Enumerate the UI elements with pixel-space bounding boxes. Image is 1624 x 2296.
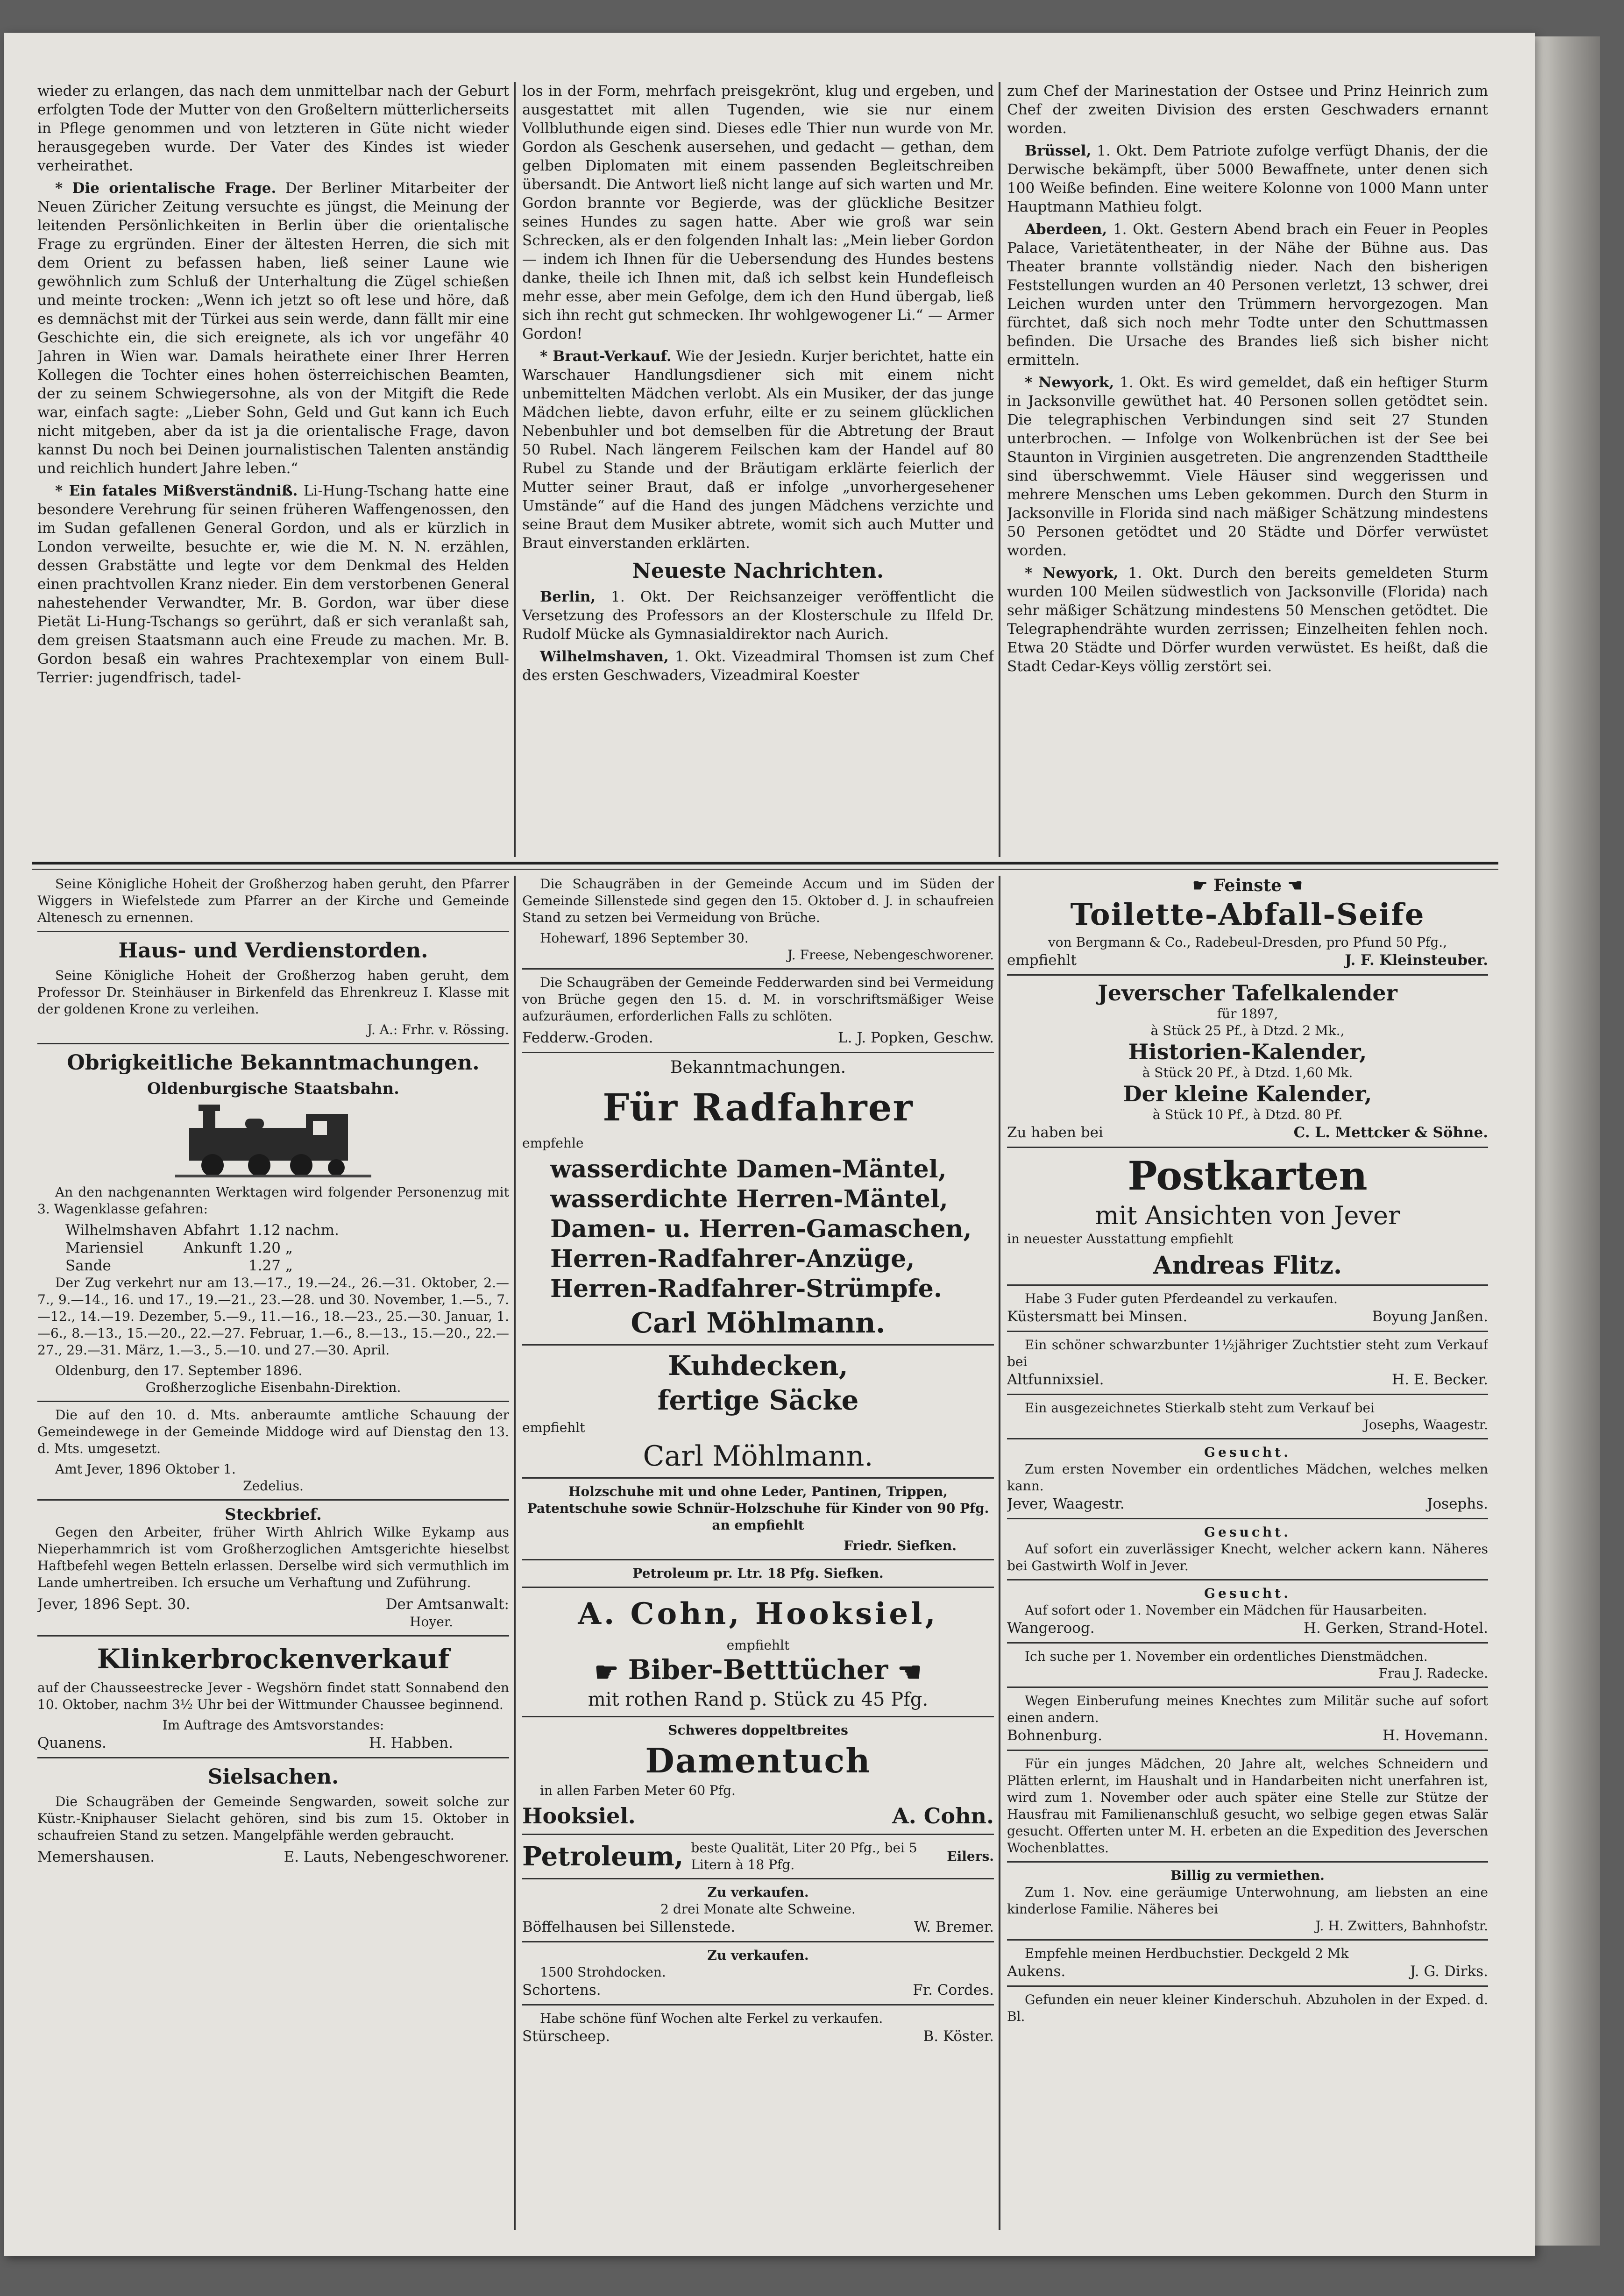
divider [1007,1438,1488,1439]
notice-footer [37,1848,509,1866]
top-column-2 [522,82,994,857]
ad-footer [522,1803,994,1829]
ad-historien-title: Historien-Kalender, [1128,1039,1367,1064]
ad-footer [1007,1619,1488,1637]
ad-item: fertige Säcke [657,1384,859,1416]
rail-place: Oldenburg, den 17. September 1896. [55,1363,303,1378]
news-wilhelmshaven [522,647,994,685]
article-lead: * Die orientalische Frage. [55,180,277,197]
news-lead: Berlin, [540,588,596,605]
notice-signature: Zedelius. [243,1478,304,1494]
rail-dates: Der Zug verkehrt nur am 13.—17., 19.—24., 26.—31. Oktober, 2.—7., 9.—14., 16. und 17., 19.—21., 23.—28. und 30. November, 1.—5., 7.—12., 14.—19. Dezember, 5.—9., 11.—16., 18.—23., 25.—30. Januar, 1.—6., 8.—13., 15.—20., 22.—27. Februar, 1.—6., 8.—13., 15.—20., 22.—27., 29.—31. März, 1.—3., 5.—10. und 27.—30. April. [37,1275,509,1358]
heading-orden: Haus- und Verdienstorden. [118,939,428,963]
ad-signature: Josephs. [1427,1495,1488,1512]
article-continuation: los in der Form, mehrfach preisgekrönt, klug und ergeben, und ausgestattet mit allen Tugenden, wie sie nur einem Vollbluthunde eigen sind. Dieses edle Thier nun wurde von Mr. Gordon als Geschenk ausersehen, und gedacht — gethan, dem gelben Diplomaten mit einem passenden Begleitschreiben übersandt. Die Antwort ließ nicht lange auf sich warten und Mr. Gordon brannte vor Begierde, was der glückliche Besitzer seines Hundes zu sagen hatte. Aber wie groß war sein Schrecken, als er den folgenden Inhalt las: „Mein lieber Gordon — indem ich Ihnen für die Uebersendung des Hundes bestens danke, theile ich Ihnen mit, daß ich selbst kein Hundefleisch mehr esse, aber mein Gefolge, dem ich den Hund übergab, ließ sich ihn recht gut schmecken. Ihr wohlgewogener Li.“ — Armer Gordon! [522,83,994,342]
notice-place: Quanens. [37,1735,106,1751]
ad-footer [522,1981,994,1999]
ad-heading: Billig zu vermiethen. [1170,1868,1325,1883]
news-aberdeen [1007,220,1488,369]
article-missverstaendniss [37,482,509,687]
divider [522,1559,994,1560]
ad-intro: empfehle [522,1135,584,1151]
ad-text: 2 drei Monate alte Schweine. [660,1901,856,1917]
ad-place: Hooksiel. [522,1803,636,1828]
ad-heading: Gesucht. [1204,1445,1291,1460]
ad-place: Bohnenburg. [1007,1727,1103,1744]
ad-postkarten-sub: mit Ansichten von Jever [1095,1201,1400,1230]
ad-text: Zum 1. Nov. eine geräumige Unterwohnung, am liebsten an eine kinderlose Familie. Näheres bei [1007,1885,1488,1917]
bottom-column-1 [37,876,509,2249]
news-lead: Wilhelmshaven, [540,648,669,665]
ad-signature: W. Bremer. [914,1919,994,1935]
news-lead: Aberdeen, [1025,221,1107,238]
heading-sielsachen: Sielsachen. [207,1765,339,1789]
ad-tafelkalender-title: Jeverscher Tafelkalender [1098,980,1397,1006]
ad-text: 1500 Strohdocken. [540,1964,666,1980]
ad-place: Aukens. [1007,1963,1066,1980]
ad-item: Kuhdecken, [668,1350,848,1382]
ad-place: Altfunnixsiel. [1007,1371,1104,1388]
ad-signature: H. E. Becker. [1392,1371,1488,1388]
ad-signature: J. F. Kleinsteuber. [1345,952,1488,969]
ad-item: wasserdichte Damen-Mäntel, [550,1155,947,1183]
ad-text: Auf sofort ein zuverlässiger Knecht, welcher ackern kann. Näheres bei Gastwirth Wolf in Jever. [1007,1541,1488,1573]
article-orientalische-frage [37,179,509,478]
time: 1.12 nachm. [248,1222,339,1239]
news-text: 1. Okt. Durch den bereits gemeldeten Sturm wurden 100 Meilen südwestlich von Jacksonville (Florida) nach sehr mäßiger Schätzung mindestens 50 Menschen getödtet. Die Telegraphendrähte wurden zerrissen; Einzelheiten fehlen noch. Etwa 20 Städte und Dörfer wurden verwüstet. Es heißt, daß die Stadt Cedar-Keys völlig zerstört sei. [1007,565,1488,675]
article-lead: * Ein fatales Mißverständniß. [55,482,298,499]
divider [522,2004,994,2005]
news-lead: Brüssel, [1025,142,1092,159]
divider [37,1401,509,1402]
ad-signature: H. Hovemann. [1383,1727,1488,1744]
divider [1007,1284,1488,1286]
pointing-hand-right-icon: ☛ [1192,876,1208,895]
locomotive-icon [175,1100,371,1179]
divider [522,968,994,970]
ad-text: beste Qualität, Liter 20 Pfg., bei 5 Litern à 18 Pfg. [691,1840,917,1872]
ad-footer [1007,1307,1488,1326]
ad-text: Zum ersten November ein ordentliches Mädchen, welches melken kann. [1007,1461,1488,1494]
ad-footer [1007,1370,1488,1389]
ad-text: Ein schöner schwarzbunter 1½jähriger Zuchtstier steht zum Verkauf bei [1007,1337,1488,1369]
pointing-hand-right-icon: ☛ [594,1656,619,1688]
divider [1007,1147,1488,1148]
ad-text: in neuester Ausstattung empfiehlt [1007,1231,1234,1247]
ad-signature: H. Gerken, Strand-Hotel. [1303,1620,1488,1637]
ad-petroleum-short: Petroleum pr. Ltr. 18 Pfg. Siefken. [632,1566,884,1581]
divider [522,1941,994,1942]
ad-signature: A. Cohn. [892,1803,994,1828]
ad-text: von Bergmann & Co., Radebeul-Dresden, pro Pfund 50 Pfg., [1048,935,1447,950]
ad-pretitle: Feinste [1213,876,1282,895]
column-rule [999,876,1000,2230]
time: 1.20 „ [248,1240,293,1256]
divider [1007,1394,1488,1395]
notice-signature: E. Lauts, Nebengeschworener. [284,1849,509,1865]
notice-place: Amt Jever, 1896 Oktober 1. [55,1461,236,1477]
ad-signature: B. Köster. [923,2028,994,2045]
event: Ankunft [183,1240,242,1256]
divider [1007,1642,1488,1644]
ad-footer [522,1918,994,1936]
ad-signature: Boyung Janßen. [1372,1308,1488,1325]
article-text: Wie der Jesiedn. Kurjer berichtet, hatte ein Warschauer Handlungsdiener sich mit einem nicht unbemittelten Mädchen verlobt. Als ein Musiker, der das junge Mädchen liebte, davon erfuhr, eilte er zu seinem glücklichen Nebenbuhler und bot demselben für die Abtretung der Braut 50 Rubel. Nach längerem Feilschen kam der Handel auf 80 Rubel zu Stande und der Bräutigam erklärte feierlich der Mutter seiner Braut, daß er infolge „unvorhergesehener Umstände“ auf die Hand des jungen Mädchens verzichte und seine Braut dem Musiker abtrete, womit sich auch Mutter und Braut einverstanden erklärten. [522,348,994,552]
ad-text: Ein ausgezeichnetes Stierkalb steht zum Verkauf bei [1025,1400,1375,1416]
divider [1007,1687,1488,1688]
ad-price: à Stück 10 Pf., à Dtzd. 80 Pf. [1152,1107,1343,1122]
schedule-row [65,1257,346,1275]
bottom-column-2 [522,876,994,2249]
section-divider [32,862,1498,865]
bottom-column-3 [1007,876,1488,2249]
divider [1007,1579,1488,1580]
column-rule [514,876,516,2230]
notice-place: Hohewarf, 1896 September 30. [540,930,749,946]
rail-schedule [65,1221,346,1275]
divider [1007,1861,1488,1863]
divider [522,1052,994,1053]
ad-item: Biber-Betttücher [628,1654,888,1686]
news-bruessel [1007,142,1488,216]
divider [522,1344,994,1346]
schedule-row [65,1221,346,1239]
event [184,1257,248,1275]
notice-place: Fedderw.-Groden. [522,1029,653,1046]
notice-signature: J. A.: Frhr. v. Rössing. [367,1022,509,1037]
official-notice: Die auf den 10. d. Mts. anberaumte amtliche Schauung der Gemeindewege in der Gemeinde Middoge wird auf Dienstag den 13. d. Mts. umgesetzt. [37,1407,509,1456]
ad-postkarten-title: Postkarten [1128,1153,1368,1199]
ad-damentuch-title: Damentuch [645,1741,871,1780]
ad-heading: Zu verkaufen. [707,1948,809,1963]
subheading-staatsbahn: Oldenburgische Staatsbahn. [147,1079,400,1098]
divider [1007,1939,1488,1941]
ad-intro: empfiehlt [726,1637,790,1653]
notice-signature: H. Habben. [369,1735,453,1751]
divider [37,1043,509,1044]
notice-footer [37,1734,509,1752]
ad-kleine-kalender-title: Der kleine Kalender, [1123,1081,1372,1106]
ad-intro: empfiehlt [1007,952,1077,969]
news-text: 1. Okt. Es wird gemeldet, daß ein heftiger Sturm in Jacksonville gewüthet hat. 40 Personen sollen getödtet sein. Die telegraphischen Verbindungen sind seit 27 Stunden unterbrochen. — Infolge von Wolkenbrüchen ist der See bei Staunton in Virginien ausgetreten. Die angrenzenden Stadttheile sind überschwemmt. Viele Häuser sind weggerissen und mehrere Menschen ums Leben gekommen. Durch den Sturm in Jacksonville in Florida sind nach mäßiger Schätzung mindestens 50 Personen getödtet und 20 Städte und Dörfer verwüstet worden. [1007,374,1488,559]
notice-role: Der Amtsanwalt: [385,1596,509,1613]
ad-signature: Josephs, Waagestr. [1363,1417,1488,1432]
notice-footer [37,1595,509,1614]
pointing-hand-left-icon: ☚ [897,1656,922,1688]
notice-place: Jever, 1896 Sept. 30. [37,1596,191,1613]
news-text: 1. Okt. Dem Patriote zufolge verfügt Dhanis, der die Derwische bekämpft, über 5000 Bewaffnete, unter denen sich 100 Weiße befinden. Eine weitere Kolonne von 1000 Mann unter Hauptmann Mathieu folgt. [1007,142,1488,215]
ad-intro: Zu haben bei [1007,1124,1103,1141]
ad-price: à Stück 20 Pf., à Dtzd. 1,60 Mk. [1142,1065,1353,1080]
ad-signature: Fr. Cordes. [913,1982,994,1998]
official-notice: Die Schaugräben der Gemeinde Fedderwarden sind bei Vermeidung von Brüche gegen den 15. d. M. in vorschriftsmäßiger Weise aufzuräumen, erforderlichen Falls zu schlöten. [522,975,994,1024]
article-braut-verkauf [522,347,994,553]
divider [522,1477,994,1479]
column-rule [999,82,1000,857]
ad-footer [522,2027,994,2046]
ad-signature: J. H. Zwitters, Bahnhofstr. [1315,1918,1488,1934]
ad-signature: C. L. Mettcker & Söhne. [1293,1124,1488,1141]
notice-place: Memershausen. [37,1849,155,1865]
ad-place: Wangeroog. [1007,1620,1095,1637]
ad-signature: Friedr. Siefken. [844,1538,957,1553]
divider [522,1716,994,1717]
notice-signature: Hoyer. [410,1614,453,1630]
news-newyork-1 [1007,373,1488,560]
ad-place: Böffelhausen bei Sillenstede. [522,1919,736,1935]
notice-signature: L. J. Popken, Geschw. [838,1029,994,1046]
article-text: Li-Hung-Tschang hatte eine besondere Verehrung für seinen früheren Waffengenossen, den im Sudan gefallenen General Gordon, und als er kürzlich in London verweilte, besuchte er, wie die M. N. N. erzählen, dessen Grabstätte und legte vor dem Denkmal des Helden einen prachtvollen Kranz nieder. Ein dem verstorbenen General nahestehender Verwandter, Mr. B. Gordon, war über diese Pietät Li-Hung-Tschangs so gerührt, daß er sich veranlaßt sah, dem greisen Staatsmann auch eine Freude zu machen. Mr. B. Gordon besaß ein wahres Prachtexemplar von einem Bull-Terrier: jugendfrisch, tadel- [37,482,509,686]
ad-holzschuhe: Holzschuhe mit und ohne Leder, Pantinen, Trippen, Patentschuhe sowie Schnür-Holzschuhe für Kinder von 90 Pfg. an empfiehlt [527,1484,989,1533]
notice-signature: J. Freese, Nebengeschworener. [787,947,994,963]
newspaper-page [4,33,1535,2256]
ad-place: Jever, Waagestr. [1007,1495,1125,1512]
ad-text: Habe 3 Fuder guten Pferdeandel zu verkaufen. [1025,1291,1338,1306]
ad-text: Empfehle meinen Herdbuchstier. Deckgeld 2 Mk [1025,1946,1349,1961]
article-text: Der Berliner Mitarbeiter der Neuen Züricher Zeitung versuchte es jüngst, die Meinung der leitenden Persönlichkeiten in Berlin über die orientalische Frage zu ergründen. Einer der ältesten Herren, die sich mit dem Orient zu befassen haben, ließ seiner Laune wie gewöhnlich zum Schluß der Unterhaltung die Zügel schießen und meinte trocken: „Wenn ich jetzt so oft lese und höre, daß es demnächst mit der Türkei aus sein werde, dann fällt mir eine Geschichte ein, die sich ereignete, als ich vor ungefähr 40 Jahren in Wien war. Damals heirathete einer Ihrer Herren Kollegen die Tochter eines hohen österreichischen Beamten, der zu seinem Schwiegersohne, als von der Mitgift die Rede war, einfach sagte: „Lieber Sohn, Geld und Gut kann ich Euch nicht mitgeben, aber da ist ja die orientalische Frage, davon kannst Du noch bei Deinen journalistischen Talenten anständig und reichlich hundert Jahre leben.“ [37,180,509,477]
ad-text: Gefunden ein neuer kleiner Kinderschuh. Abzuholen in der Exped. d. Bl. [1007,1992,1488,2024]
official-notice: Seine Königliche Hoheit der Großherzog haben geruht, dem Professor Dr. Steinhäuser in Birkenfeld das Ehrenkreuz I. Klasse mit der goldenen Krone zu verleihen. [37,968,509,1017]
ad-place: Stürscheep. [522,2028,610,2045]
news-text: 1. Okt. Vizeadmiral Thomsen ist zum Chef des ersten Geschwaders, Vizeadmiral Koester [522,648,994,684]
news-lead: * Newyork, [1025,565,1119,581]
ad-item: Damen- u. Herren-Gamaschen, [550,1215,972,1243]
station: Mariensiel [65,1240,144,1256]
column-rule [514,82,516,857]
ad-radfahrer-title: Für Radfahrer [603,1085,914,1129]
divider [37,1499,509,1501]
station: Wilhelmshaven [65,1222,177,1239]
official-notice: auf der Chausseestrecke Jever - Wegshörn findet statt Sonnabend den 10. Oktober, nachm 3½ Uhr bei der Wittmunder Chaussee beginnend. [37,1680,509,1712]
top-column-3 [1007,82,1488,857]
ad-footer [1007,1123,1488,1142]
rail-intro: An den nachgenannten Werktagen wird folgender Personenzug mit 3. Wagenklasse gefahren: [37,1184,509,1217]
station: Sande [65,1257,111,1274]
ad-text: in allen Farben Meter 60 Pfg. [540,1783,736,1798]
ad-footer [1007,1726,1488,1745]
ad-biber [522,1654,994,1688]
news-text: 1. Okt. Der Reichsanzeiger veröffentlicht die Versetzung des Professors an der Klosterschule zu Ilfeld Dr. Rudolf Mücke als Gymnasialdirektor nach Aurich. [522,588,994,643]
section-divider-thin [32,869,1498,870]
top-column-1 [37,82,509,857]
ad-merchant-name: Carl Möhlmann. [643,1440,873,1473]
news-newyork-2 [1007,564,1488,676]
ad-place: Küstersmatt bei Minsen. [1007,1308,1188,1325]
ad-merchant-name: Carl Möhlmann. [631,1307,886,1339]
time: 1.27 „ [248,1257,293,1274]
news-text: 1. Okt. Gestern Abend brach ein Feuer in Peoples Palace, Varietätentheater, in der Nähe der Bühne aus. Das Theater brannte vollständig nieder. Nach den bisherigen Feststellungen wurden an 40 Personen verletzt, 13 schwer, drei Leichen wurden unter den Trümmern hervorgezogen. Man fürchtet, daß sich noch mehr Todte unter den Schuttmassen befinden. Die Ursache des Brandes ließ sich bisher nicht ermitteln. [1007,221,1488,368]
ad-text: mit rothen Rand p. Stück zu 45 Pfg. [588,1689,929,1710]
notice-role: Im Auftrage des Amtsvorstandes: [162,1717,384,1733]
ad-item: wasserdichte Herren-Mäntel, [550,1185,948,1213]
schedule-row [65,1239,346,1257]
divider [1007,1518,1488,1519]
heading-steckbrief: Steckbrief. [225,1505,322,1524]
ad-footer [1007,1495,1488,1513]
ad-text: Für ein junges Mädchen, 20 Jahre alt, welches Schneidern und Plätten erlernt, im Haushalt und in Handarbeiten nicht unerfahren ist, wird zum 1. November oder auch später eine Stelle zur Stütze der Hausfrau mit Familienanschluß gesucht, wo selbige gegen etwas Salär gesucht. Offerten unter M. H. erbeten an die Expedition des Jeverschen Wochenblattes. [1007,1756,1488,1856]
ad-heading: Gesucht. [1204,1524,1291,1540]
ad-signature: Frau J. Radecke. [1378,1665,1488,1681]
ad-heading: Zu verkaufen. [707,1885,809,1900]
news-continuation: zum Chef der Marinestation der Ostsee und Prinz Heinrich zum Chef der zweiten Division des ersten Geschwaders ernannt worden. [1007,83,1488,137]
news-lead: * Newyork, [1025,374,1114,391]
divider [522,1834,994,1835]
divider [37,1635,509,1637]
ad-text: Habe schöne fünf Wochen alte Ferkel zu verkaufen. [540,2011,883,2026]
ad-text: für 1897, [1217,1006,1278,1021]
article-continuation: wieder zu erlangen, das nach dem unmittelbar nach der Geburt erfolgten Tode der Mutter von den Großeltern mütterlicherseits in Pflege genommen und von letzteren in Güte nicht wieder herausgegeben wurde. Der Vater des Kindes ist wieder verheirathet. [37,83,509,174]
ad-heading: Gesucht. [1204,1586,1291,1601]
divider [37,931,509,932]
ad-place: Schortens. [522,1982,601,1998]
event: Abfahrt [183,1222,240,1239]
notice-footer [522,1028,994,1047]
article-lead: * Braut-Verkauf. [540,348,672,365]
rail-signature: Großherzogliche Eisenbahn-Direktion. [145,1380,401,1395]
pointing-hand-left-icon: ☚ [1287,876,1303,895]
ad-signature: Andreas Flitz. [1153,1251,1342,1280]
ad-signature: Eilers. [947,1849,994,1864]
section-heading-news: Neueste Nachrichten. [632,559,884,583]
ad-text: Wegen Einberufung meines Knechtes zum Militär suche auf sofort einen andern. [1007,1693,1488,1725]
ad-item: Herren-Radfahrer-Anzüge, [550,1245,915,1273]
ad-cohn-title: A. Cohn, Hooksiel, [578,1596,938,1631]
divider [1007,1750,1488,1751]
ad-seife-pre [1007,876,1488,895]
ad-footer [1007,951,1488,970]
ad-price: à Stück 25 Pf., à Dtzd. 2 Mk., [1150,1023,1345,1038]
ad-subtitle: Schweres doppeltbreites [668,1722,848,1738]
page-edge [1535,36,1600,2246]
heading-bekanntmachungen: Bekanntmachungen. [670,1058,846,1077]
official-notice: Gegen den Arbeiter, früher Wirth Ahlrich Wilke Eykamp aus Nieperhammrich ist vom Großherzoglichen Amtsgerichte hieselbst Haftbefehl wegen Betteln erlassen. Derselbe wird sich vermuthlich im Lande umhertreiben. Ich ersuche um Verhaftung und Zuführung. [37,1524,509,1590]
ad-title: Petroleum, [522,1841,684,1872]
ad-footer [1007,1962,1488,1981]
divider [37,1757,509,1758]
divider [1007,974,1488,976]
official-notice: Seine Königliche Hoheit der Großherzog haben geruht, den Pfarrer Wiggers in Wiefelstede zum Pfarrer an der Kirche und Gemeinde Altenesch zu ernennen. [37,876,509,925]
ad-text: Auf sofort oder 1. November ein Mädchen für Hausarbeiten. [1025,1602,1427,1618]
ad-item: Herren-Radfahrer-Strümpfe. [550,1275,942,1303]
ad-intro: empfiehlt [522,1420,585,1435]
official-notice: Die Schaugräben der Gemeinde Sengwarden, soweit solche zur Küstr.-Kniphauser Sielacht gehören, sind bis zum 15. Oktober in schaufreien Stand zu setzen. Mangelpfähle werden gebraucht. [37,1794,509,1843]
divider [522,1587,994,1588]
official-notice: Die Schaugräben in der Gemeinde Accum und im Süden der Gemeinde Sillenstede sind gegen den 15. Oktober d. J. in schaufreien Stand zu setzen bei Vermeidung von Brüche. [522,876,994,925]
divider [1007,1331,1488,1332]
ad-signature: J. G. Dirks. [1410,1963,1488,1980]
news-berlin [522,588,994,644]
divider [522,1878,994,1879]
heading-bekanntmachungen: Obrigkeitliche Bekanntmachungen. [67,1051,480,1075]
ad-text: Ich suche per 1. November ein ordentliches Dienstmädchen. [1025,1649,1428,1664]
heading-klinkerbrocken: Klinkerbrockenverkauf [97,1643,450,1675]
ad-seife-title: Toilette-Abfall-Seife [1070,897,1425,932]
ad-petroleum [522,1840,994,1873]
divider [1007,1985,1488,1987]
